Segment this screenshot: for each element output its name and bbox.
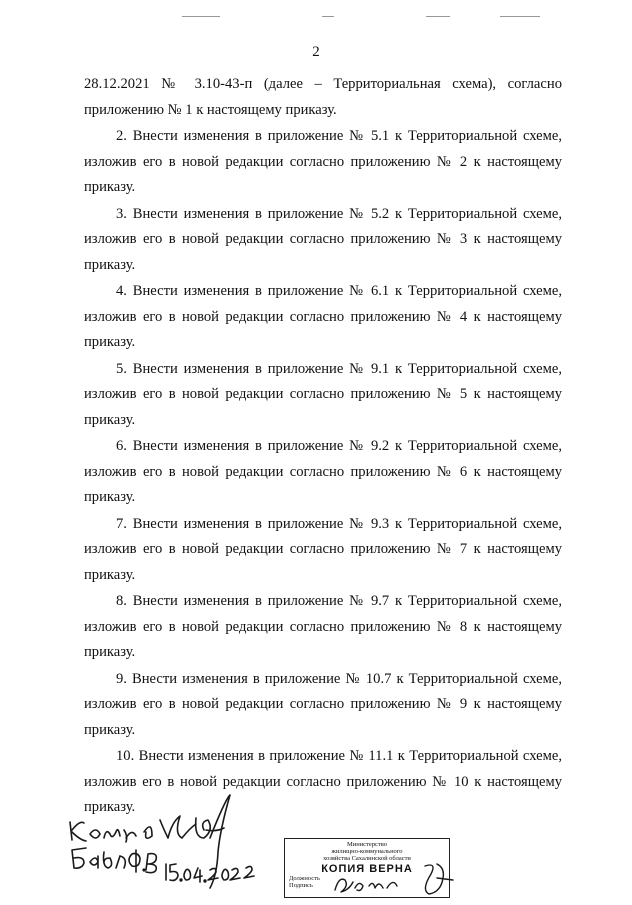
stamp-ministry-line: хозяйства Сахалинской области	[323, 855, 411, 862]
document-body	[84, 72, 562, 821]
paragraph-item-8: 8. Внести изменения в приложение № 9.7 к Территориальной схеме, изложив его в новой редакции согласно приложению № 8 к настоящему приказу.	[84, 593, 562, 660]
scan-mark	[426, 16, 450, 17]
stamp-ministry-line: Министерство	[346, 841, 388, 848]
paragraph-item-6: 6. Внести изменения в приложение № 9.2 к Территориальной схеме, изложив его в новой редакции согласно приложению № 6 к настоящему приказу.	[84, 438, 562, 505]
paragraph-item-2: 2. Внести изменения в приложение № 5.1 к Территориальной схеме, изложив его в новой редакции согласно приложению № 2 к настоящему приказу.	[84, 128, 562, 195]
scan-mark	[322, 16, 334, 17]
stamp-position-label: Должность	[289, 875, 320, 882]
paragraph-item-9: 9. Внести изменения в приложение № 10.7 к Территориальной схеме, изложив его в новой редакции согласно приложению № 9 к настоящему приказу.	[84, 670, 562, 738]
paragraph-item-7: 7. Внести изменения в приложение № 9.3 к Территориальной схеме, изложив его в новой редакции согласно приложению № 7 к настоящему приказу.	[84, 515, 562, 583]
paragraph-item-5: 5. Внести изменения в приложение № 9.1 к Территориальной схеме, изложив его в новой редакции согласно приложению № 5 к настоящему приказу.	[84, 360, 562, 428]
scan-mark	[500, 16, 540, 17]
stamp-title: КОПИЯ ВЕРНА	[321, 863, 413, 875]
paragraph-item-4: 4. Внести изменения в приложение № 6.1 к Территориальной схеме, изложив его в новой редакции согласно приложению № 4 к настоящему приказу.	[84, 283, 562, 350]
stamp-ministry-line: жилищно-коммунального	[331, 848, 403, 855]
handwritten-certification	[60, 790, 270, 890]
stamp-signature	[325, 860, 465, 900]
paragraph-item-10: 10. Внести изменения в приложение № 11.1 к Территориальной схеме, изложив его в новой редакции согласно приложению № 10 к настоящему приказу.	[84, 748, 562, 815]
scan-mark	[182, 16, 220, 17]
page-number: 2	[312, 44, 320, 60]
stamp-signature-label: Подпись	[289, 882, 313, 889]
paragraph-item-3: 3. Внести изменения в приложение № 5.2 к Территориальной схеме, изложив его в новой редакции согласно приложению № 3 к настоящему приказу.	[84, 205, 562, 273]
paragraph-continuation: 28.12.2021 № 3.10-43-п (далее – Территориальная схема), согласно приложению № 1 к настоящему приказу.	[84, 76, 562, 118]
